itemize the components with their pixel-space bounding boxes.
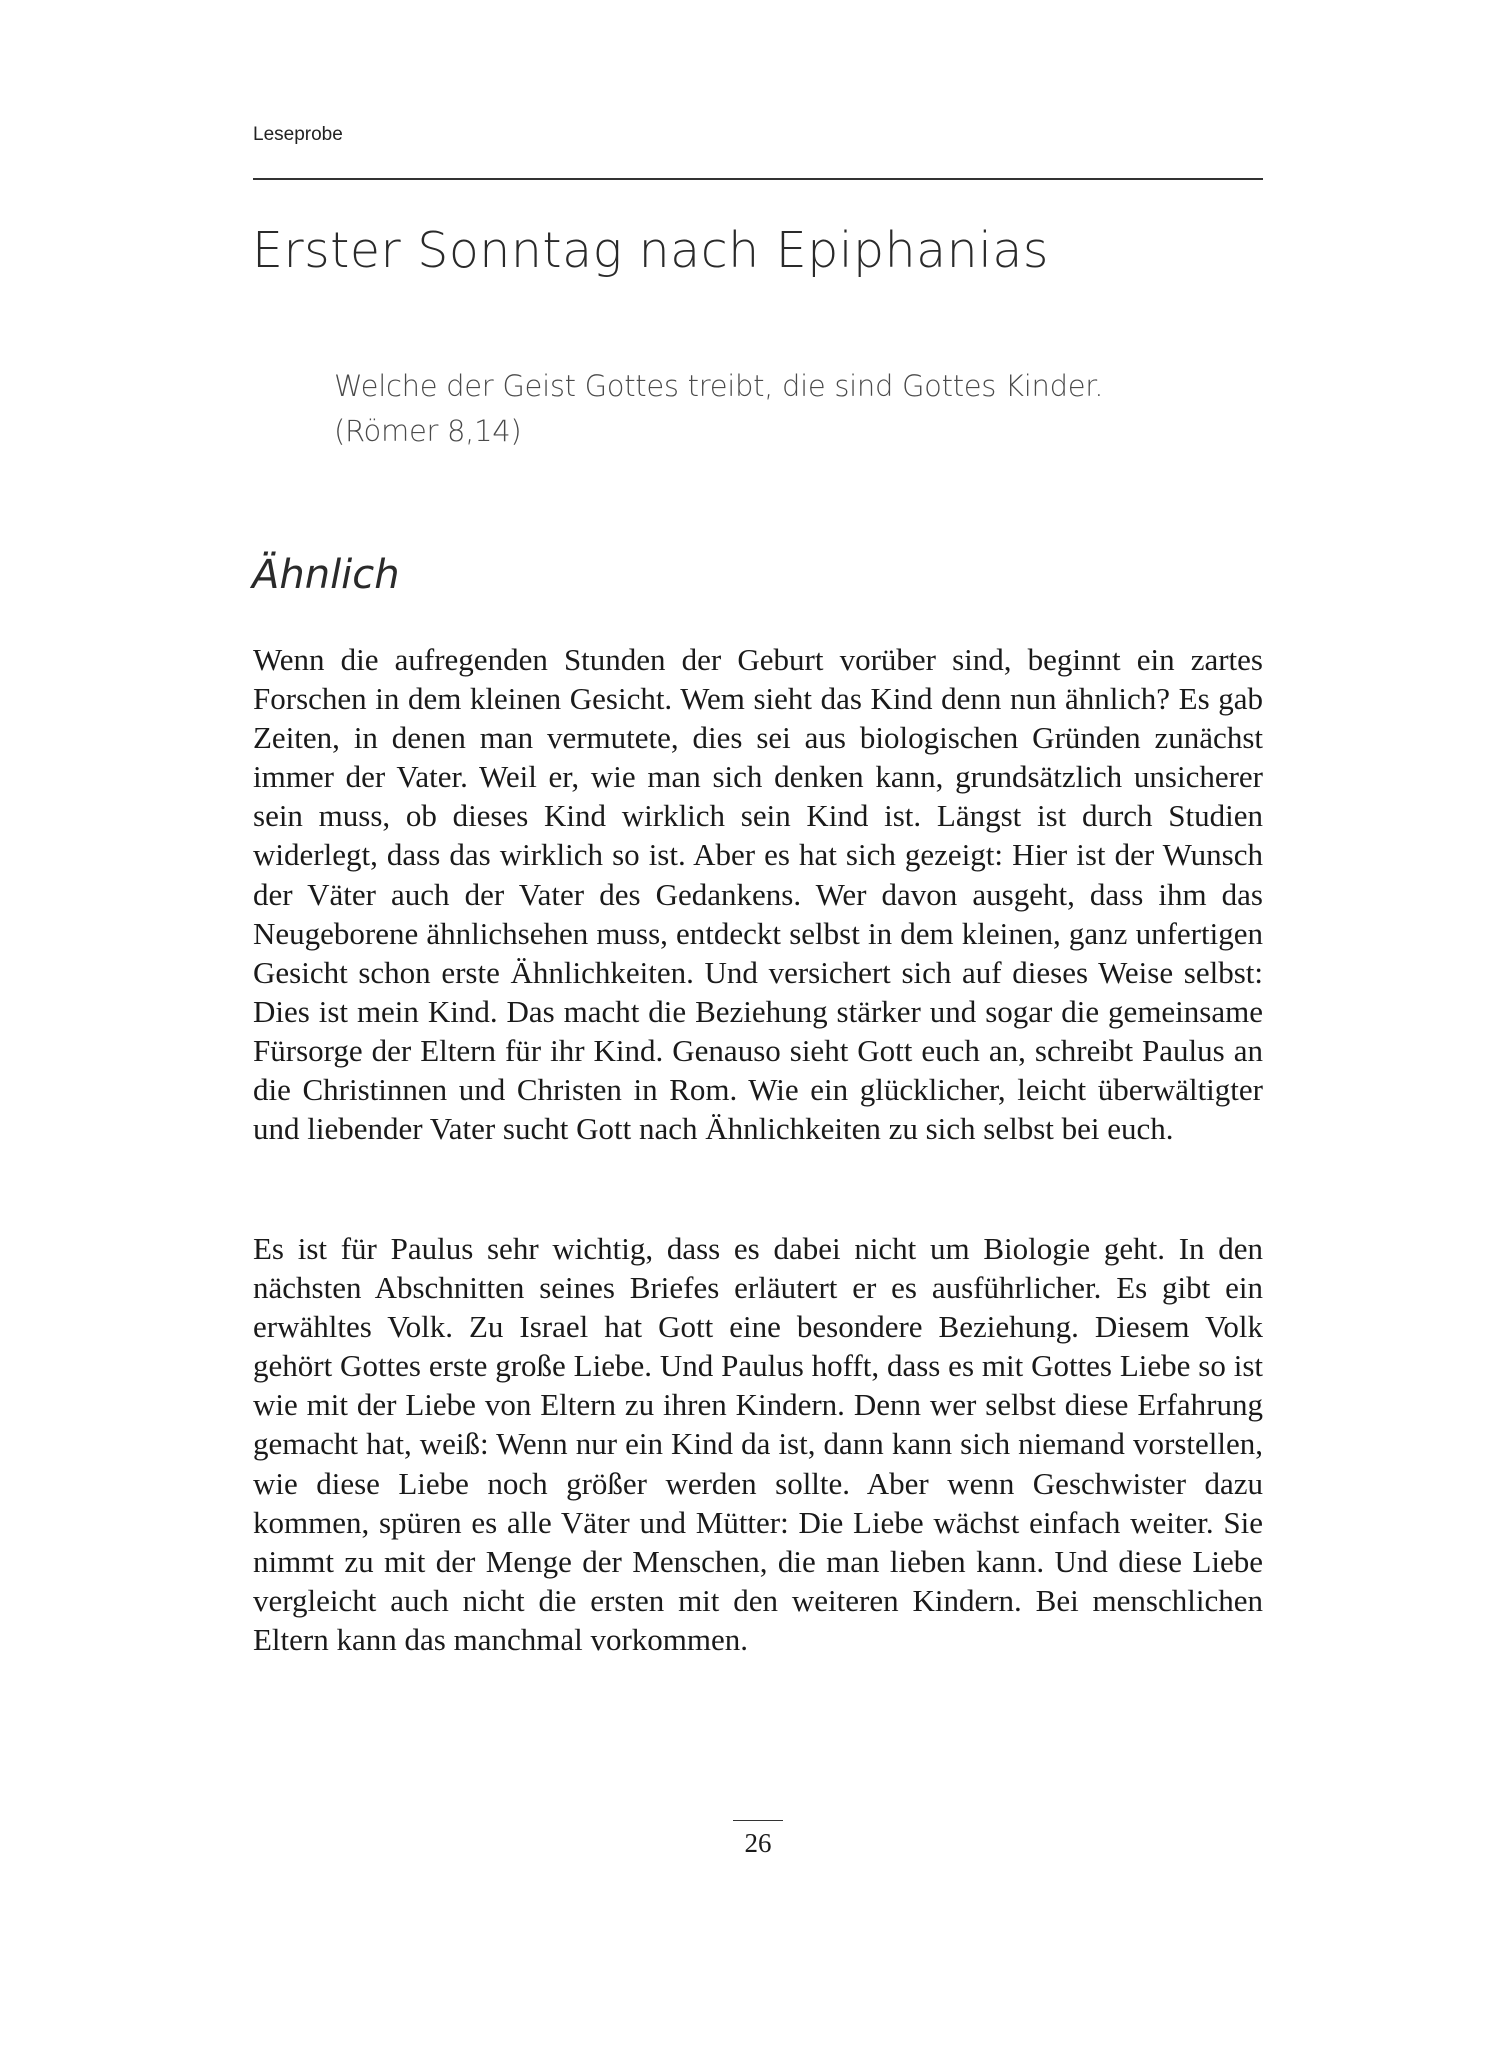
epigraph-quote: Welche der Geist Gottes treibt, die sind Gottes Kinder.: [334, 369, 1104, 403]
body-paragraph-1: Wenn die aufregenden Stunden der Geburt vorüber sind, beginnt ein zartes Forschen in dem kleinen Gesicht. Wem sieht das Kind denn nun ähnlich? Es gab Zeiten, in denen man vermutete, dies sei aus biologischen Gründen zunächst immer der Vater. Weil er, wie man sich denken kann, grundsätzlich unsicherer sein muss, ob dieses Kind wirklich sein Kind ist. Längst ist durch Studien widerlegt, dass das wirklich so ist. Aber es hat sich gezeigt: Hier ist der Wunsch der Väter auch der Vater des Gedankens. Wer davon ausgeht, dass ihm das Neugeborene ähnlichsehen muss, entdeckt selbst in dem kleinen, ganz unfertigen Gesicht schon erste Ähnlichkeiten. Und versichert sich auf dieses Weise selbst: Dies ist mein Kind. Das macht die Beziehung stärker und sogar die gemeinsame Fürsorge der Eltern für ihr Kind. Genauso sieht Gott euch an, schreibt Paulus an die Christinnen und Christen in Rom. Wie ein glücklicher, leicht überwältigter und liebender Vater sucht Gott nach Ähnlichkeiten zu sich selbst bei euch.: [253, 642, 1263, 1147]
footer-divider: [733, 1820, 783, 1821]
page-header-label: Leseprobe: [253, 124, 343, 145]
section-title: Ähnlich: [252, 552, 400, 598]
chapter-title: Erster Sonntag nach Epiphanias: [252, 222, 1049, 279]
header-divider: [253, 178, 1263, 180]
epigraph-reference: (Römer 8,14): [334, 414, 522, 448]
body-paragraph-2: Es ist für Paulus sehr wichtig, dass es dabei nicht um Biologie geht. In den nächsten Abschnitten seines Briefes erläutert er es ausführlicher. Es gibt ein erwähltes Volk. Zu Israel hat Gott eine besondere Beziehung. Diesem Volk gehört Gottes erste große Liebe. Und Paulus hofft, dass es mit Gottes Liebe so ist wie mit der Liebe von Eltern zu ihren Kindern. Denn wer selbst diese Erfahrung gemacht hat, weiß: Wenn nur ein Kind da ist, dann kann sich niemand vorstellen, wie diese Liebe noch größer werden sollte. Aber wenn Geschwister dazu kommen, spüren es alle Väter und Mütter: Die Liebe wächst einfach weiter. Sie nimmt zu mit der Menge der Menschen, die man lieben kann. Und diese Liebe vergleicht auch nicht die ersten mit den weiteren Kindern. Bei menschlichen Eltern kann das manchmal vorkommen.: [253, 1231, 1263, 1657]
page-number: 26: [744, 1828, 772, 1858]
epigraph: [334, 364, 1103, 454]
